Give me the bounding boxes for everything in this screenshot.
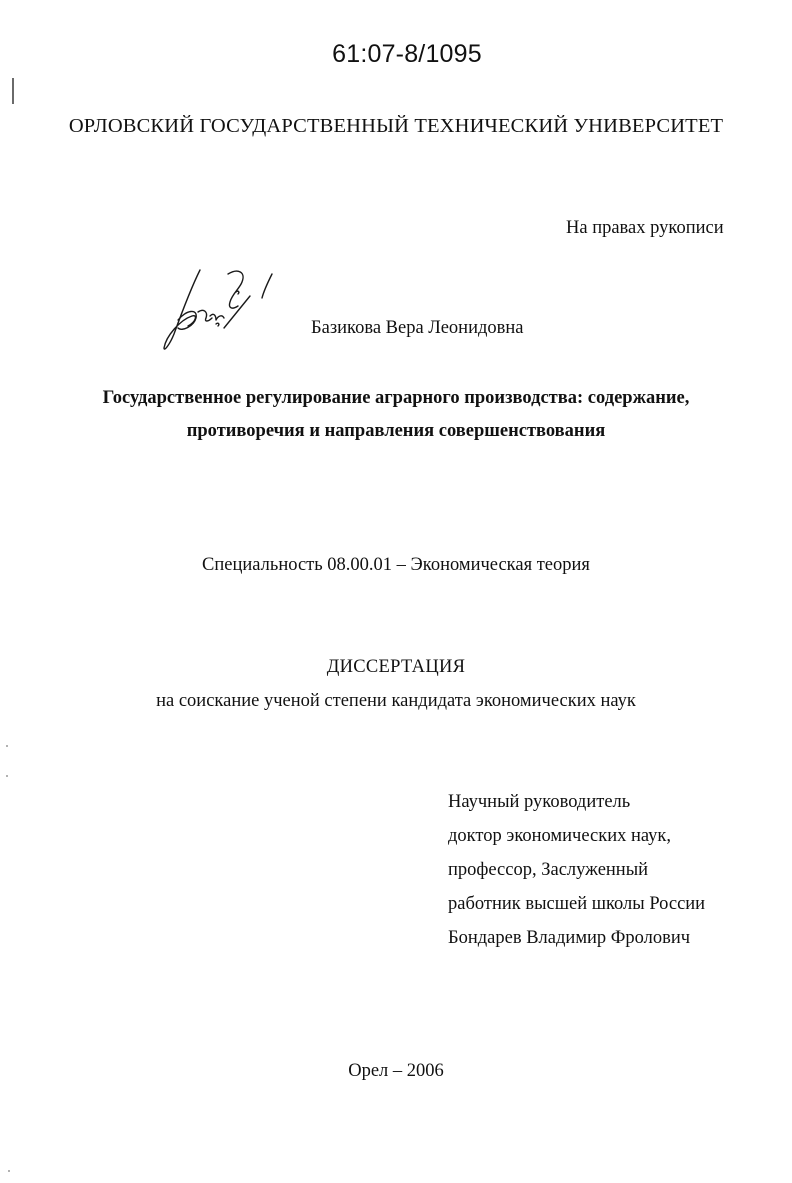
city-year: Орел – 2006	[348, 1061, 444, 1081]
scan-margin-mark	[12, 78, 14, 104]
author-name: Базикова Вера Леонидовна	[311, 318, 524, 338]
supervisor-line: доктор экономических наук,	[448, 826, 672, 846]
dissertation-title-line-1: Государственное регулирование аграрного производства: содержание,	[102, 388, 690, 408]
supervisor-line: Бондарев Владимир Фролович	[448, 928, 691, 948]
manuscript-rights-note: На правах рукописи	[566, 218, 724, 238]
specialty: Специальность 08.00.01 – Экономическая теория	[202, 555, 590, 575]
dissertation-title-line-2: противоречия и направления совершенствования	[186, 421, 606, 441]
supervisor-line: работник высшей школы России	[448, 894, 706, 914]
university-name: ОРЛОВСКИЙ ГОСУДАРСТВЕННЫЙ ТЕХНИЧЕСКИЙ УНИВЕРСИТЕТ	[68, 115, 724, 137]
document-type: ДИССЕРТАЦИЯ	[326, 657, 466, 677]
scan-speck	[8, 1170, 10, 1172]
scan-speck	[6, 745, 8, 747]
scan-speck	[6, 775, 8, 777]
supervisor-line: профессор, Заслуженный	[448, 860, 649, 880]
degree-purpose: на соискание ученой степени кандидата экономических наук	[156, 691, 636, 711]
supervisor-line: Научный руководитель	[448, 792, 631, 812]
handwritten-signature	[152, 262, 282, 357]
catalog-number: 61:07-8/1095	[332, 40, 482, 68]
